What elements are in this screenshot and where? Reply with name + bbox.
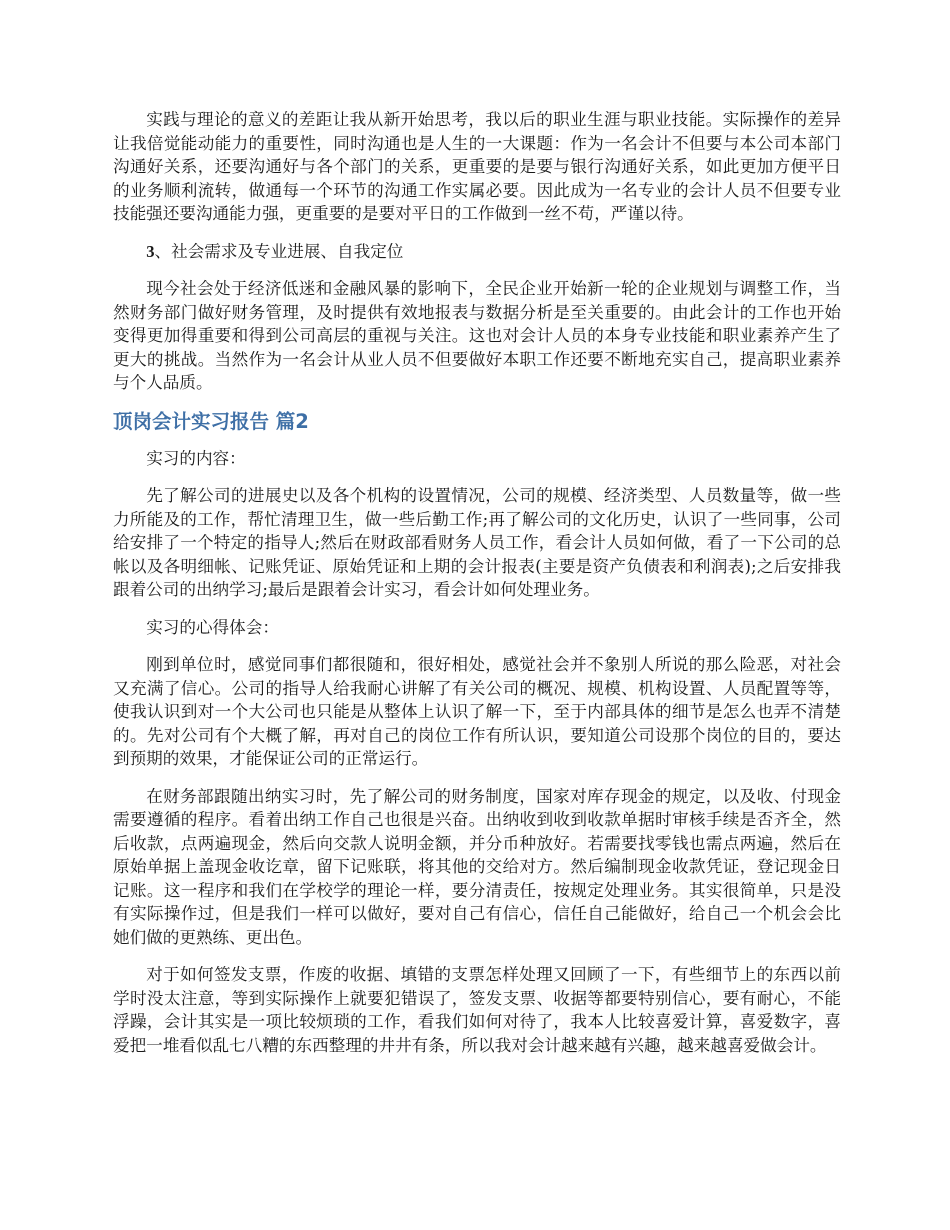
document-page [113, 108, 841, 1071]
body-paragraph: 现今社会处于经济低迷和金融风暴的影响下，全民企业开始新一轮的企业规划与调整工作，当然财务部门做好财务管理，及时提供有效地报表与数据分析是至关重要的。由此会计的工作也开始变得更加得重要和得到公司高层的重视与关注。这也对会计人员的本身专业技能和职业素养产生了更大的挑战。当然作为一名会计从业人员不但要做好本职工作还要不断地充实自己，提高职业素养与个人品质。 [113, 279, 841, 392]
body-paragraph: 刚到单位时，感觉同事们都很随和，很好相处，感觉社会并不象别人所说的那么险恶，对社会又充满了信心。公司的指导人给我耐心讲解了有关公司的概况、规模、机构设置、人员配置等等，使我认识到对一个大公司也只能是从整体上认识了解一下，至于内部具体的细节是怎么也弄不清楚的。先对公司有个大概了解，再对自己的岗位工作有所认识，要知道公司设那个岗位的目的，要达到预期的效果，才能保证公司的正常运行。 [113, 655, 841, 768]
experience-label: 实习的心得体会： [146, 617, 279, 637]
body-paragraph: 先了解公司的进展史以及各个机构的设置情况，公司的规模、经济类型、人员数量等，做一些力所能及的工作，帮忙清理卫生，做一些后勤工作;再了解公司的文化历史，认识了一些同事，公司给安排了一个特定的指导人;然后在财政部看财务人员工作，看会计人员如何做，看了一下公司的总帐以及各明细帐、记账凭证、原始凭证和上期的会计报表(主要是资产负债表和利润表);之后安排我跟着公司的出纳学习;最后是跟着会计实习，看会计如何处理业务。 [113, 486, 841, 599]
sub-heading-number: 3 [146, 241, 155, 261]
body-paragraph: 实践与理论的意义的差距让我从新开始思考，我以后的职业生涯与职业技能。实际操作的差异让我倍觉能动能力的重要性，同时沟通也是人生的一大课题：作为一名会计不但要与本公司本部门沟通好关系，还要沟通好与各个部门的关系，更重要的是要与银行沟通好关系，如此更加方便平日的业务顺利流转，做通每一个环节的沟通工作实属必要。因此成为一名专业的会计人员不但要专业技能强还要沟通能力强，更重要的是要对平日的工作做到一丝不苟，严谨以待。 [113, 110, 841, 223]
body-paragraph: 在财务部跟随出纳实习时，先了解公司的财务制度，国家对库存现金的规定，以及收、付现金需要遵循的程序。看着出纳工作自己也很是兴奋。出纳收到收到收款单据时审核手续是否齐全，然后收款，点两遍现金，然后向交款人说明金额，并分币种放好。若需要找零钱也需点两遍，然后在原始单据上盖现金收讫章，留下记账联，将其他的交给对方。然后编制现金收款凭证，登记现金日记账。这一程序和我们在学校学的理论一样，要分清责任，按规定处理业务。其实很简单，只是没有实际操作过，但是我们一样可以做好，要对自己有信心，信任自己能做好，给自己一个机会会比她们做的更熟练、更出色。 [113, 786, 841, 947]
body-paragraph: 对于如何签发支票，作废的收据、填错的支票怎样处理又回顾了一下，有些细节上的东西以前学时没太注意，等到实际操作上就要犯错误了，签发支票、收据等都要特别信心，要有耐心，不能浮躁，会计其实是一项比较烦琐的工作，看我们如何对待了，我本人比较喜爱计算，喜爱数字，喜爱把一堆看似乱七八糟的东西整理的井井有条，所以我对会计越来越有兴趣，越来越喜爱做会计。 [113, 965, 841, 1055]
section-heading: 顶岗会计实习报告 篇2 [113, 409, 309, 433]
sub-heading-text: 、社会需求及专业进展、自我定位 [154, 241, 404, 261]
sub-heading [113, 240, 841, 264]
content-label: 实习的内容： [146, 448, 246, 468]
